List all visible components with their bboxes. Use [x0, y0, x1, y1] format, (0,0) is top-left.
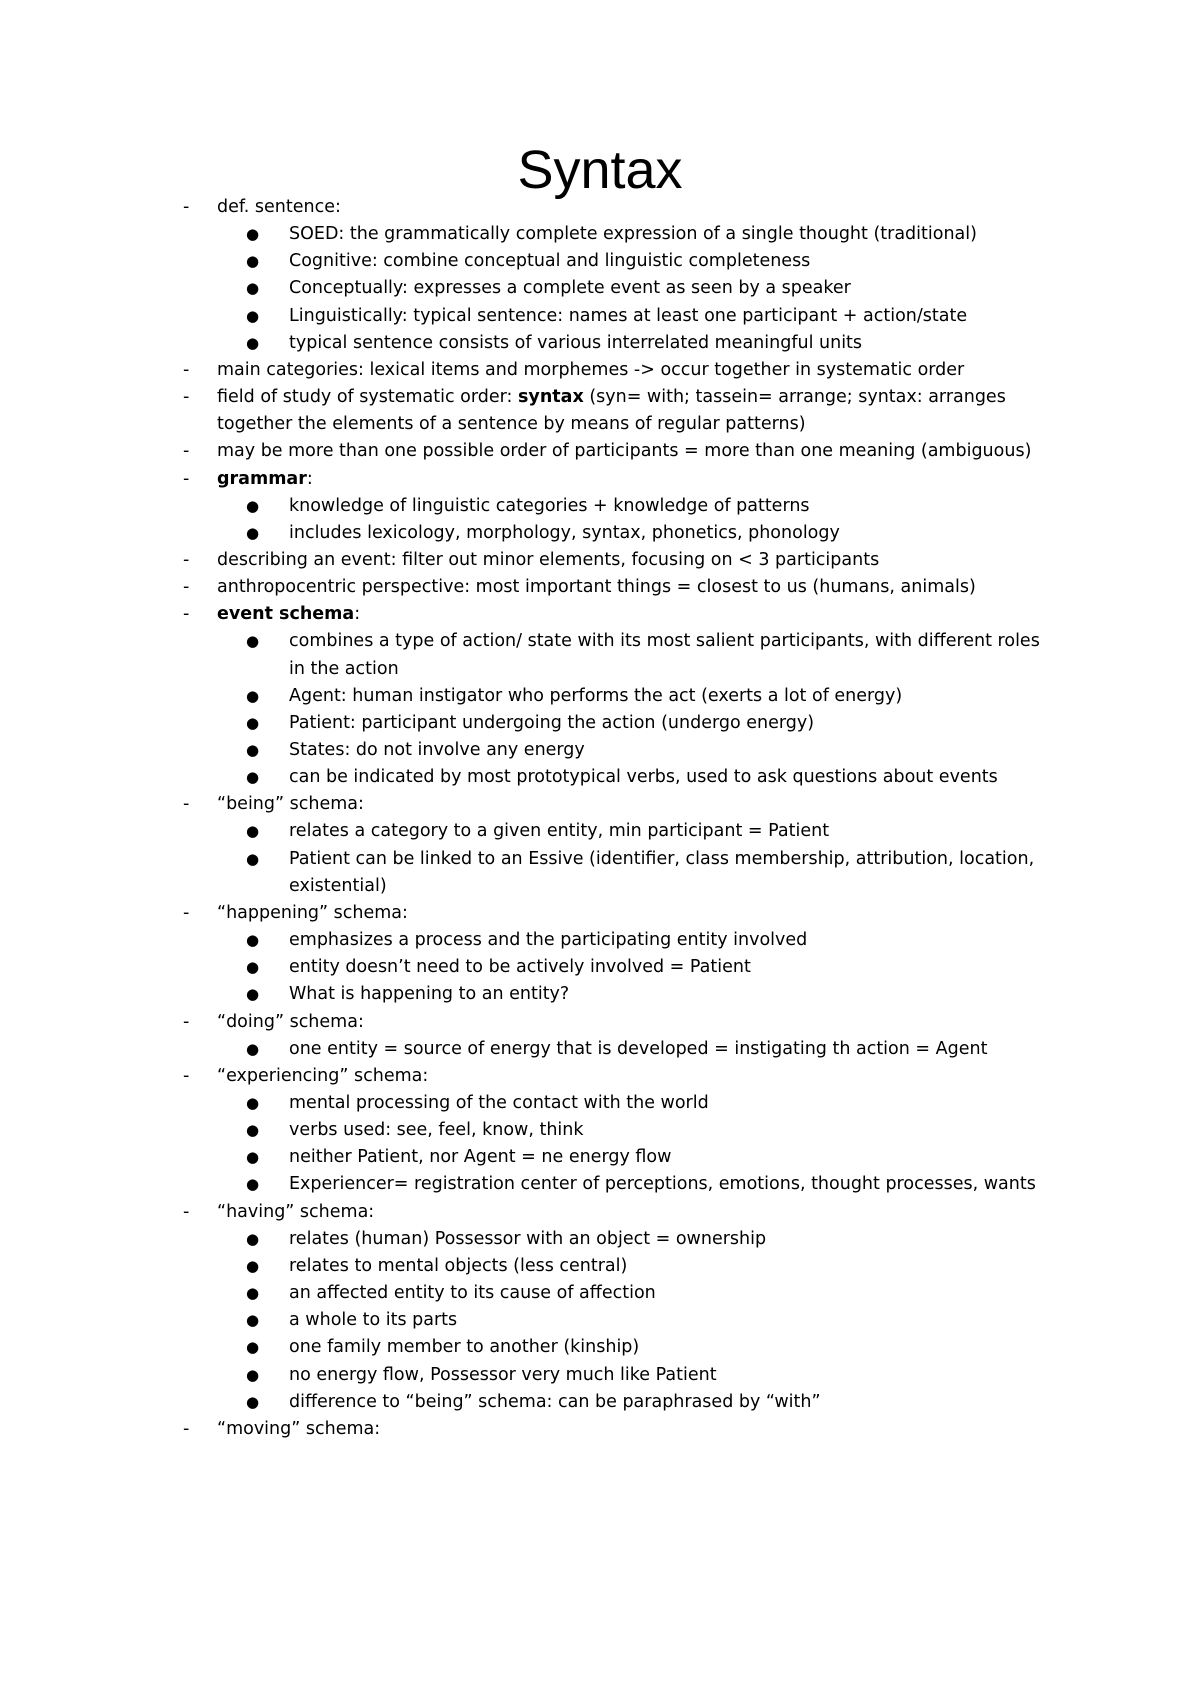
- item-text: typical sentence consists of various interrelated meaningful units: [289, 332, 863, 353]
- outline-item: [0, 1198, 1200, 1227]
- dash-marker: -: [183, 902, 190, 923]
- dash-marker: -: [183, 1011, 190, 1032]
- sub-bullet-item: [0, 736, 1200, 765]
- sub-bullet-item: [0, 1333, 1200, 1362]
- item-text: no energy flow, Possessor very much like Patient: [289, 1364, 717, 1385]
- item-text: main categories: lexical items and morphemes -> occur together in systematic order: [217, 359, 965, 380]
- text-fragment: :: [354, 604, 361, 625]
- outline-item: [0, 193, 1200, 222]
- bold-term: syntax: [518, 387, 584, 407]
- item-text: “having” schema:: [217, 1201, 375, 1222]
- item-text: [217, 383, 1006, 412]
- bullet-icon: ●: [246, 686, 260, 705]
- dash-marker: -: [183, 387, 190, 407]
- bullet-icon: ●: [246, 849, 260, 868]
- outline-item: [0, 1008, 1200, 1037]
- dash-marker: -: [183, 604, 190, 625]
- dash-marker: -: [183, 441, 190, 462]
- sub-bullet-item: [0, 1361, 1200, 1390]
- item-text: an affected entity to its cause of affection: [289, 1283, 656, 1303]
- bullet-icon: ●: [246, 279, 260, 298]
- item-text: SOED: the grammatically complete expression of a single thought (traditional): [289, 224, 977, 245]
- item-text: Agent: human instigator who performs the act (exerts a lot of energy): [289, 685, 903, 706]
- sub-bullet-item: [0, 1279, 1200, 1308]
- item-text: one family member to another (kinship): [289, 1337, 640, 1358]
- item-text: neither Patient, nor Agent = ne energy flow: [289, 1147, 672, 1168]
- item-text: What is happening to an entity?: [289, 984, 570, 1005]
- outline-item: [0, 790, 1200, 819]
- sub-bullet-item: [0, 627, 1200, 656]
- sub-bullet-item: [0, 1252, 1200, 1281]
- bullet-icon: ●: [246, 1338, 260, 1357]
- item-text: existential): [289, 875, 387, 896]
- outline-item: [0, 546, 1200, 575]
- item-text: Conceptually: expresses a complete event as seen by a speaker: [289, 278, 851, 299]
- sub-bullet-item: [0, 817, 1200, 846]
- sub-bullet-item: [0, 247, 1200, 276]
- item-text: one entity = source of energy that is developed = instigating th action = Agent: [289, 1038, 988, 1059]
- bullet-icon: ●: [246, 768, 260, 787]
- outline-item: [0, 600, 1200, 629]
- bullet-icon: ●: [246, 1311, 260, 1330]
- item-text: Patient can be linked to an Essive (identifier, class membership, attribution, location,: [289, 848, 1035, 869]
- bullet-icon: ●: [246, 496, 260, 515]
- sub-bullet-item: [0, 1225, 1200, 1254]
- sub-bullet-item: [0, 1143, 1200, 1172]
- item-text: can be indicated by most prototypical verbs, used to ask questions about events: [289, 767, 998, 788]
- sub-bullet-item: [0, 682, 1200, 711]
- bullet-icon: ●: [246, 1365, 260, 1384]
- bold-term: grammar: [217, 468, 307, 489]
- item-text: anthropocentric perspective: most important things = closest to us (humans, animals): [217, 577, 976, 598]
- outline-item: [0, 410, 1200, 439]
- item-text: Cognitive: combine conceptual and linguistic completeness: [289, 251, 811, 272]
- bullet-icon: ●: [246, 1284, 260, 1302]
- text-fragment: field of study of systematic order:: [217, 387, 518, 407]
- item-text: [217, 600, 360, 629]
- dash-marker: -: [183, 550, 190, 570]
- dash-marker: -: [183, 1065, 190, 1086]
- item-text: includes lexicology, morphology, syntax, phonetics, phonology: [289, 522, 840, 543]
- item-text: a whole to its parts: [289, 1310, 458, 1331]
- bullet-icon: ●: [246, 931, 260, 949]
- sub-bullet-item: [0, 519, 1200, 548]
- text-fragment: (syn= with; tassein= arrange; syntax: arranges: [583, 387, 1006, 407]
- bullet-icon: ●: [246, 958, 260, 977]
- item-text: relates a category to a given entity, min participant = Patient: [289, 821, 830, 842]
- item-text: may be more than one possible order of participants = more than one meaning (ambiguous): [217, 441, 1032, 462]
- item-text: relates to mental objects (less central): [289, 1255, 628, 1276]
- sub-bullet-item: [0, 1306, 1200, 1335]
- item-text: “doing” schema:: [217, 1011, 364, 1032]
- sub-bullet-item: [0, 329, 1200, 358]
- sub-bullet-item: [0, 655, 1200, 684]
- item-text: in the action: [289, 658, 399, 679]
- dash-marker: -: [183, 1201, 190, 1222]
- dash-marker: -: [183, 359, 190, 380]
- item-text: [217, 465, 313, 494]
- sub-bullet-item: [0, 872, 1200, 901]
- item-text: knowledge of linguistic categories + knowledge of patterns: [289, 495, 810, 516]
- bullet-icon: ●: [246, 822, 260, 841]
- sub-bullet-item: [0, 1388, 1200, 1417]
- bullet-icon: ●: [246, 225, 260, 244]
- sub-bullet-item: [0, 1089, 1200, 1118]
- dash-marker: -: [183, 468, 190, 489]
- sub-bullet-item: [0, 492, 1200, 521]
- dash-marker: -: [183, 794, 190, 815]
- outline-item: [0, 437, 1200, 466]
- bullet-icon: ●: [246, 1256, 260, 1275]
- item-text: combines a type of action/ state with its most salient participants, with different roles: [289, 631, 1040, 652]
- bullet-icon: ●: [246, 713, 260, 732]
- sub-bullet-item: [0, 220, 1200, 249]
- bullet-icon: ●: [246, 333, 260, 352]
- outline-item: [0, 383, 1200, 412]
- item-text: mental processing of the contact with the world: [289, 1092, 709, 1113]
- sub-bullet-item: [0, 763, 1200, 792]
- item-text: describing an event: filter out minor elements, focusing on < 3 participants: [217, 550, 880, 570]
- page-title: Syntax: [517, 140, 683, 200]
- bullet-icon: ●: [246, 1121, 260, 1140]
- item-text: emphasizes a process and the participating entity involved: [289, 930, 808, 950]
- item-text: Experiencer= registration center of perceptions, emotions, thought processes, wants: [289, 1174, 1036, 1195]
- bold-term: event schema: [217, 604, 355, 625]
- item-text: verbs used: see, feel, know, think: [289, 1120, 584, 1141]
- item-text: relates (human) Possessor with an object = ownership: [289, 1228, 767, 1249]
- sub-bullet-item: [0, 980, 1200, 1009]
- bullet-icon: ●: [246, 252, 260, 271]
- outline-item: [0, 1062, 1200, 1091]
- bullet-icon: ●: [246, 1229, 260, 1248]
- bullet-icon: ●: [246, 741, 260, 759]
- sub-bullet-item: [0, 302, 1200, 331]
- bullet-icon: ●: [246, 1148, 260, 1167]
- dash-marker: -: [183, 1418, 190, 1439]
- outline-item: [0, 899, 1200, 928]
- bullet-icon: ●: [246, 632, 260, 651]
- sub-bullet-item: [0, 709, 1200, 738]
- outline-item: [0, 1415, 1200, 1444]
- item-text: “being” schema:: [217, 794, 364, 815]
- sub-bullet-item: [0, 1170, 1200, 1199]
- item-text: Linguistically: typical sentence: names at least one participant + action/state: [289, 305, 968, 326]
- outline-item: [0, 356, 1200, 385]
- bullet-icon: ●: [246, 523, 260, 542]
- outline-item: [0, 465, 1200, 494]
- bullet-icon: ●: [246, 1093, 260, 1112]
- sub-bullet-item: [0, 845, 1200, 874]
- item-text: “experiencing” schema:: [217, 1065, 429, 1086]
- dash-marker: -: [183, 577, 190, 598]
- sub-bullet-item: [0, 926, 1200, 955]
- item-text: def. sentence:: [217, 197, 341, 217]
- sub-bullet-item: [0, 1035, 1200, 1064]
- item-text: Patient: participant undergoing the action (undergo energy): [289, 712, 815, 733]
- bullet-icon: ●: [246, 306, 260, 325]
- item-text: “happening” schema:: [217, 902, 408, 923]
- item-text: together the elements of a sentence by means of regular patterns): [217, 414, 806, 435]
- sub-bullet-item: [0, 953, 1200, 982]
- outline-item: [0, 573, 1200, 602]
- item-text: States: do not involve any energy: [289, 740, 585, 760]
- item-text: “moving” schema:: [217, 1418, 381, 1439]
- bullet-icon: ●: [246, 985, 260, 1004]
- sub-bullet-item: [0, 1116, 1200, 1145]
- bullet-icon: ●: [246, 1039, 260, 1058]
- dash-marker: -: [183, 197, 190, 217]
- text-fragment: :: [306, 468, 313, 489]
- item-text: difference to “being” schema: can be paraphrased by “with”: [289, 1391, 821, 1412]
- bullet-icon: ●: [246, 1175, 260, 1194]
- bullet-icon: ●: [246, 1392, 260, 1411]
- item-text: entity doesn’t need to be actively involved = Patient: [289, 957, 751, 978]
- sub-bullet-item: [0, 274, 1200, 303]
